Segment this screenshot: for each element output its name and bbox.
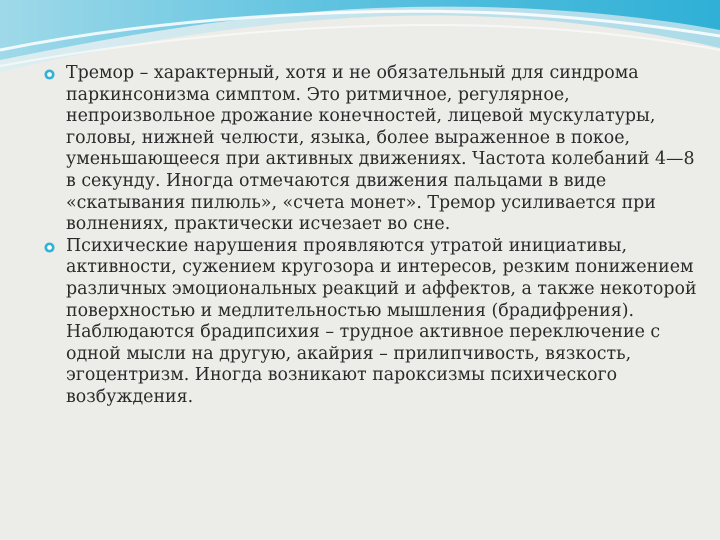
bullet-text: Психические нарушения проявляются утратой инициативы, активности, сужением кругозора и интересов, резким понижением различных эмоциональных реакций и аффектов, а также некоторой поверхностью и медлительностью мышления (брадифрения). Наблюдаются брадипсихия – трудное активное переключение с одной мысли на другую, акайрия – прилипчивость, вязкость, эгоцентризм. Иногда возникают пароксизмы психического возбуждения. xyxy=(66,235,697,407)
bullet-mental-disorders xyxy=(44,236,704,409)
bullet-tremor xyxy=(44,63,704,236)
slide-content xyxy=(44,63,704,409)
bullet-circle-icon xyxy=(44,69,55,80)
bullet-text: Тремор – характерный, хотя и не обязательный для синдрома паркинсонизма симптом. Это ритмичное, регулярное, непроизвольное дрожание конечностей, лицевой мускулатуры, головы, нижней челюсти, языка, более выраженное в покое, уменьшающееся при активных движениях. Частота колебаний 4—8 в секунду. Иногда отмечаются движения пальцами в виде «скатывания пилюль», «счета монет». Тремор усиливается при волнениях, практически исчезает во сне. xyxy=(66,63,695,235)
bullet-circle-icon xyxy=(44,242,55,253)
